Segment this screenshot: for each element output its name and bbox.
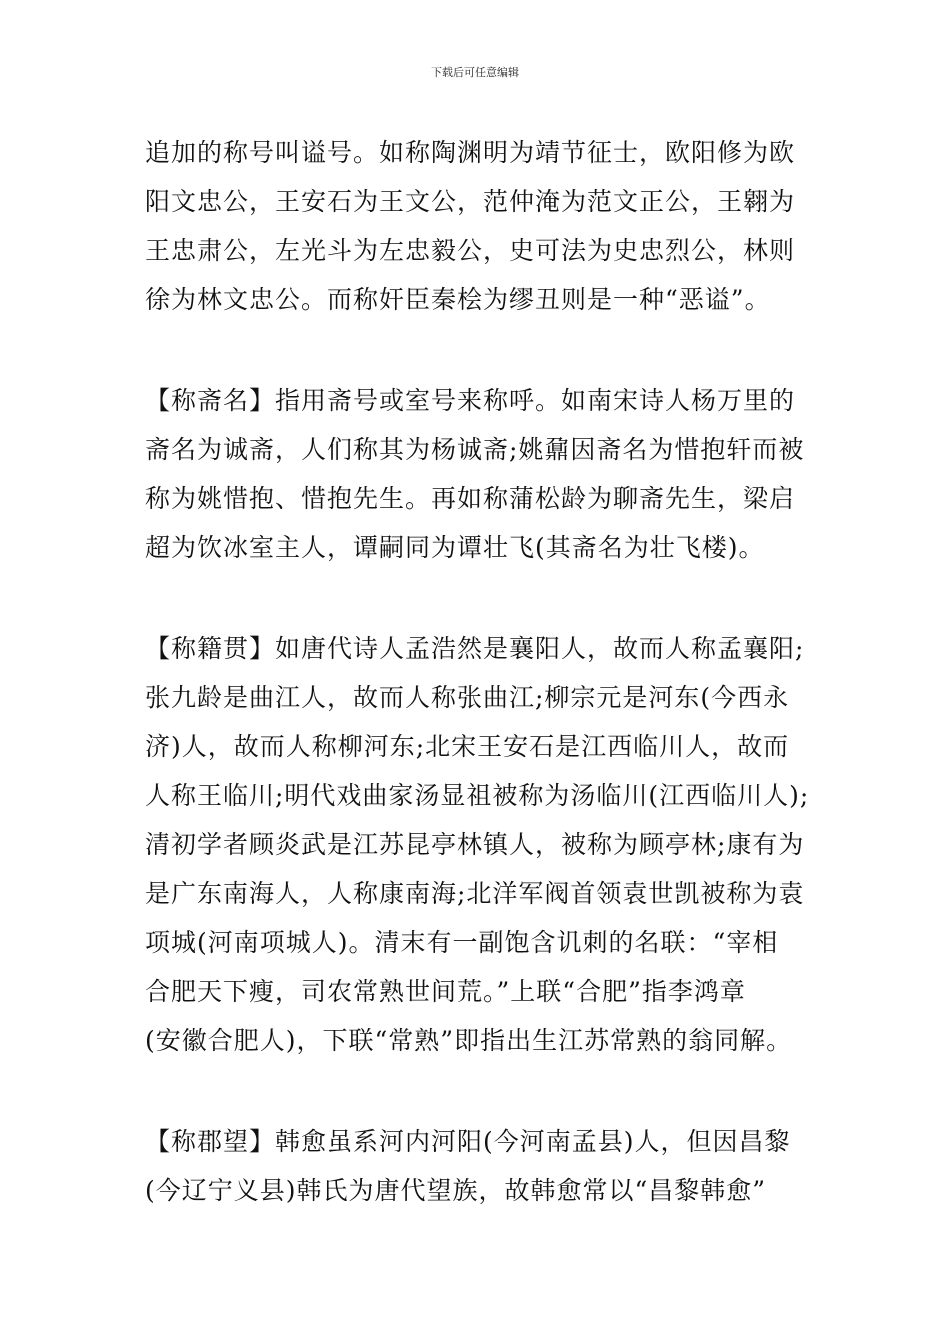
text-line: 清初学者顾炎武是江苏昆亭林镇人，被称为顾亭林;康有为: [145, 830, 805, 859]
text-line: 【称斋名】指用斋号或室号来称呼。如南宋诗人杨万里的: [145, 386, 796, 415]
text-line: 【称郡望】韩愈虽系河内河阳(今河南孟县)人，但因昌黎: [145, 1127, 791, 1156]
text-line: 人称王临川;明代戏曲家汤显祖被称为汤临川(江西临川人);: [145, 781, 810, 810]
text-line: 项城(河南项城人)。清末有一副饱含讥刺的名联：“宰相: [145, 928, 779, 957]
document-body: [145, 128, 810, 1267]
text-line: 追加的称号叫谥号。如称陶渊明为靖节征士，欧阳修为欧: [145, 138, 796, 167]
paragraph-posthumous-title: [145, 128, 807, 324]
text-line: 斋名为诚斋，人们称其为杨诚斋;姚鼐因斋名为惜抱轩而被: [145, 435, 805, 464]
text-line: 合肥天下瘦，司农常熟世间荒。”上联“合肥”指李鸿章: [145, 977, 746, 1006]
paragraph-studio-name: [145, 376, 807, 572]
text-line: 王忠肃公，左光斗为左忠毅公，史可法为史忠烈公，林则: [145, 236, 796, 265]
text-line: (安徽合肥人)，下联“常熟”即指出生江苏常熟的翁同解。: [145, 1026, 793, 1055]
text-line: (今辽宁义县)韩氏为唐代望族，故韩愈常以“昌黎韩愈”: [145, 1176, 767, 1205]
text-line: 阳文忠公，王安石为王文公，范仲淹为范文正公，王翱为: [145, 187, 796, 216]
text-line: 【称籍贯】如唐代诗人孟浩然是襄阳人，故而人称孟襄阳;: [145, 634, 805, 663]
text-line: 张九龄是曲江人，故而人称张曲江;柳宗元是河东(今西永: [145, 683, 790, 712]
page-header: 下载后可任意编辑: [431, 66, 519, 79]
text-line: 是广东南海人，人称康南海;北洋军阀首领袁世凯被称为袁: [145, 879, 805, 908]
paragraph-commandery-prestige: [145, 1117, 807, 1215]
text-line: 济)人，故而人称柳河东;北宋王安石是江西临川人，故而: [145, 732, 790, 761]
paragraph-native-place: [145, 624, 810, 1065]
text-line: 超为饮冰室主人，谭嗣同为谭壮飞(其斋名为壮飞楼)。: [145, 533, 765, 562]
text-line: 徐为林文忠公。而称奸臣秦桧为缪丑则是一种“恶谥”。: [145, 285, 771, 314]
text-line: 称为姚惜抱、惜抱先生。再如称蒲松龄为聊斋先生，梁启: [145, 484, 796, 513]
